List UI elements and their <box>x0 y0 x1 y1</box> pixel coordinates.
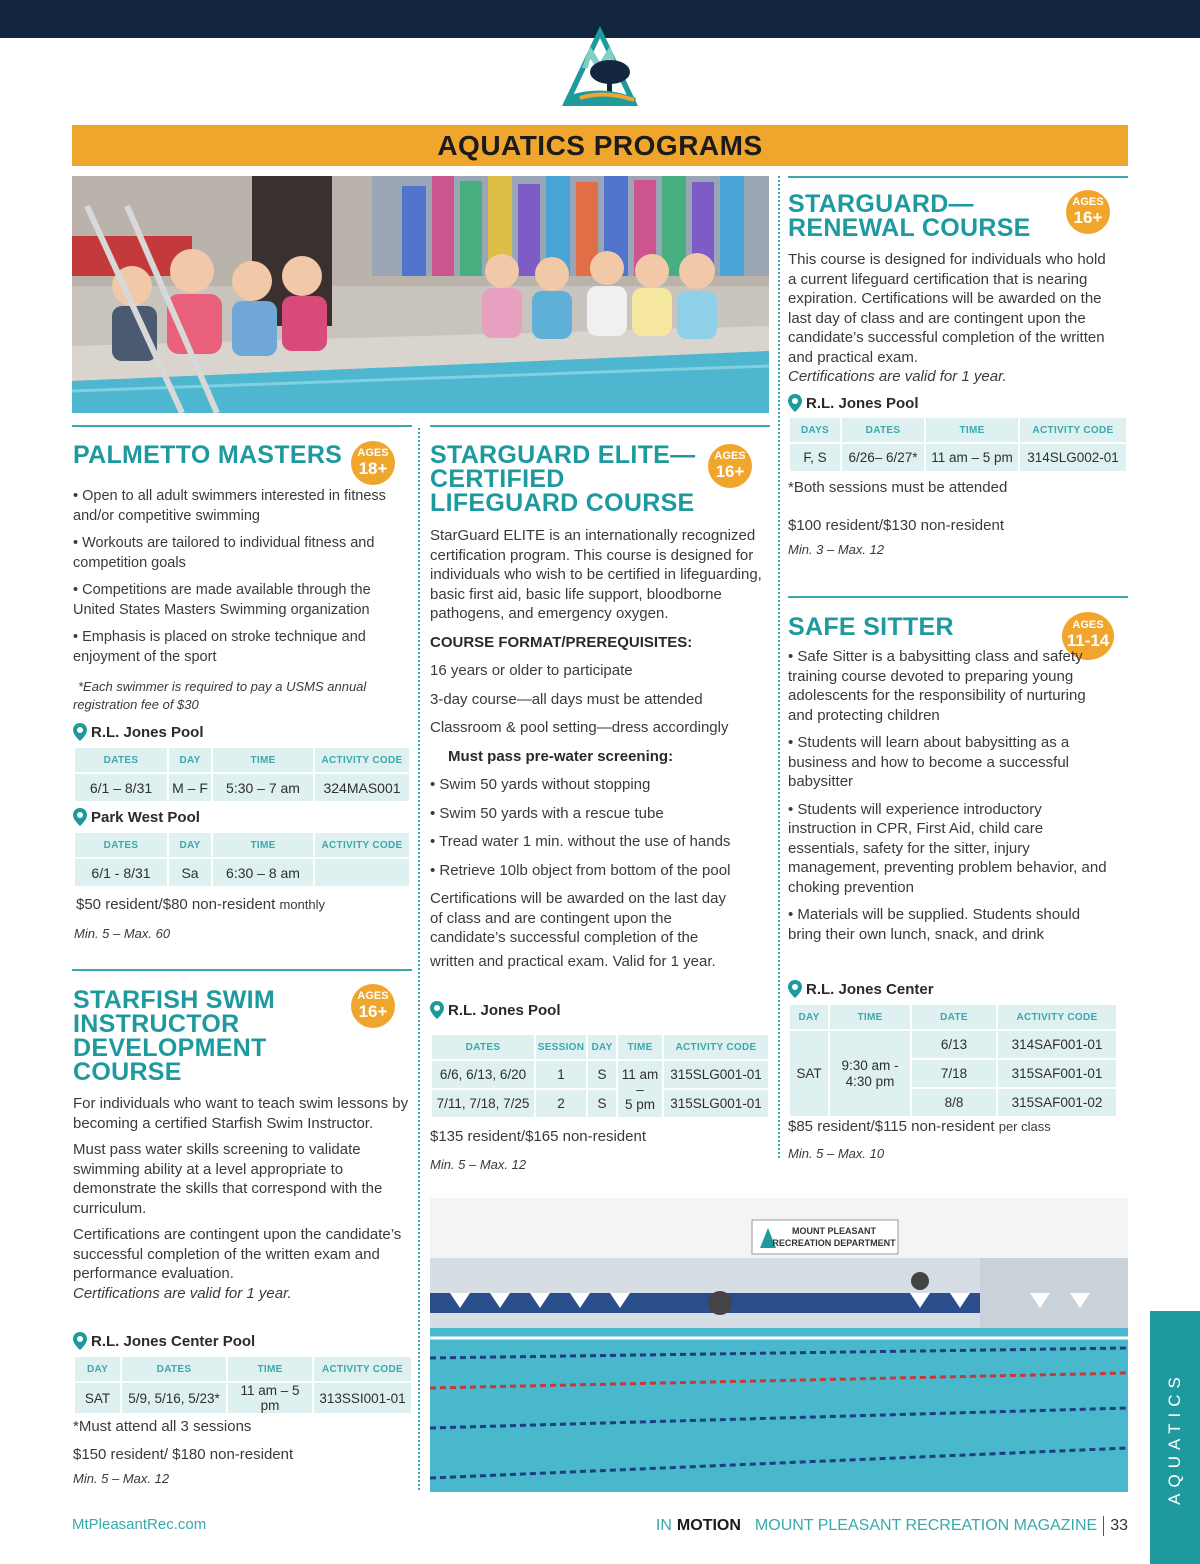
col-header: DATES <box>842 418 924 442</box>
cell: 314SLG002-01 <box>1020 444 1126 471</box>
cell: SAT <box>75 1383 120 1413</box>
cell: 315SAF001-01 <box>998 1060 1116 1087</box>
cell: S <box>588 1061 616 1088</box>
starfish-minmax: Min. 5 – Max. 12 <box>73 1471 170 1486</box>
location-name: Park West Pool <box>91 808 200 826</box>
table-row <box>432 1090 768 1117</box>
starfish-rule <box>72 969 412 971</box>
ages-label: AGES <box>1072 196 1104 208</box>
elite-title <box>430 443 695 515</box>
screening-title: Must pass pre-water screening: <box>448 747 674 765</box>
palmetto-minmax: Min. 5 – Max. 60 <box>74 926 171 941</box>
col-header: DAY <box>75 1357 120 1381</box>
col-header: TIME <box>213 833 313 857</box>
col-header: ACTIVITY CODE <box>315 833 409 857</box>
cell: 8/8 <box>912 1089 996 1116</box>
bullet: • Workouts are tailored to individual fitness and competition goals <box>73 535 375 571</box>
sitter-price <box>788 1117 1051 1137</box>
col-header: TIME <box>926 418 1018 442</box>
paragraph: This course is designed for individuals who hold a current lifeguard certification that is nearing expiration. Certifications will be awarded on the last day of class and are contingent upon the candidate’s successful completion of the written and practical exam. <box>788 251 1106 366</box>
indoor-pool-photo <box>430 1198 1128 1492</box>
format-title: COURSE FORMAT/PREREQUISITES: <box>430 633 693 651</box>
palmetto-price <box>76 895 325 915</box>
certification-text: Certifications will be awarded on the last day of class and are contingent upon the candidate’s successful completion of the <box>430 890 726 946</box>
footer-motion: MOTION <box>676 1517 741 1534</box>
starfish-ages-badge <box>351 984 395 1028</box>
ages-value: 16+ <box>358 1002 388 1021</box>
kids-poolside-photo <box>72 176 769 413</box>
screening-item: • Swim 50 yards with a rescue tube <box>430 804 664 822</box>
cell: 9:30 am - 4:30 pm <box>830 1031 910 1116</box>
recreation-logo <box>560 24 640 108</box>
sitter-body <box>788 647 1113 944</box>
palmetto-title: PALMETTO MASTERS <box>73 441 343 469</box>
pool-sign-line-1: MOUNT PLEASANT <box>792 1226 876 1236</box>
palmetto-location-1 <box>73 721 204 743</box>
paragraph-italic: Certifications are valid for 1 year. <box>73 1284 292 1302</box>
ages-label: AGES <box>357 447 389 459</box>
website-link[interactable]: MtPleasantRec.com <box>72 1516 207 1533</box>
cell: 2 <box>536 1090 586 1117</box>
price: $50 resident/$80 non-resident <box>76 896 276 913</box>
cell: 7/11, 7/18, 7/25 <box>432 1090 534 1117</box>
col-header: TIME <box>228 1357 312 1381</box>
title-line: STARFISH SWIM <box>73 986 276 1014</box>
cell: 6/26– 6/27* <box>842 444 924 471</box>
col-header: ACTIVITY CODE <box>1020 418 1126 442</box>
starfish-body <box>73 1094 413 1303</box>
sitter-rule <box>788 596 1128 598</box>
col-header: TIME <box>618 1035 662 1059</box>
location-pin-icon <box>73 808 87 826</box>
paragraph: Must pass water skills screening to validate swimming ability at a level appropriate to demonstrate the skills that correspond with the curriculum. <box>73 1141 383 1217</box>
cell: SAT <box>790 1031 828 1116</box>
cell: 315SAF001-02 <box>998 1089 1116 1116</box>
ages-value: 11-14 <box>1066 631 1110 650</box>
sitter-location <box>788 978 934 1000</box>
elite-body <box>430 526 770 971</box>
elite-price: $135 resident/$165 non-resident <box>430 1128 646 1145</box>
section-title: AQUATICS PROGRAMS <box>437 129 763 161</box>
renewal-body <box>788 250 1118 387</box>
ages-label: AGES <box>714 450 746 462</box>
sitter-table <box>788 1003 1118 1118</box>
palmetto-rule <box>72 425 412 427</box>
starfish-price: $150 resident/ $180 non-resident <box>73 1446 294 1463</box>
time-cell <box>618 1061 662 1117</box>
time-dash: – <box>636 1081 644 1097</box>
title-line: RENEWAL COURSE <box>788 214 1031 242</box>
renewal-location <box>788 392 919 414</box>
intro: StarGuard ELITE is an internationally recognized certification program. This course is designed for individuals who wish to be certified in lifeguarding, basic first aid, basic life support, bloodborne pathogens, and emergency oxygen. <box>430 527 762 622</box>
starfish-table <box>73 1355 413 1415</box>
paragraph: For individuals who want to teach swim lessons by becoming a certified Starfish Swim Instructor. <box>73 1095 409 1132</box>
col-header: DATE <box>912 1005 996 1029</box>
bullet: • Materials will be supplied. Students should bring their own lunch, snack, and drink <box>788 906 1081 943</box>
ages-value: 16+ <box>715 462 745 481</box>
cell: S <box>588 1090 616 1117</box>
title-line: STARGUARD— <box>788 190 974 218</box>
paragraph: Certifications are contingent upon the candidate’s successful completion of the written exam and performance evaluation. <box>73 1226 402 1282</box>
sitter-minmax: Min. 5 – Max. 10 <box>788 1146 885 1161</box>
elite-location <box>430 999 561 1021</box>
section-banner <box>72 125 1128 166</box>
renewal-note: *Both sessions must be attended <box>788 479 1008 496</box>
location-pin-icon <box>788 980 802 998</box>
cell: 1 <box>536 1061 586 1088</box>
starfish-title <box>73 988 275 1084</box>
footer-in: IN <box>655 1517 672 1534</box>
ages-value: 16+ <box>1073 208 1103 227</box>
renewal-price: $100 resident/$130 non-resident <box>788 517 1004 534</box>
col-header: ACTIVITY CODE <box>315 748 409 772</box>
col-header: DATES <box>432 1035 534 1059</box>
col-header: SESSION <box>536 1035 586 1059</box>
location-name: R.L. Jones Center <box>806 980 934 998</box>
location-pin-icon <box>430 1001 444 1019</box>
elite-minmax: Min. 5 – Max. 12 <box>430 1157 527 1172</box>
location-name: R.L. Jones Pool <box>91 723 204 741</box>
elite-table <box>430 1033 770 1119</box>
cell: Sa <box>169 859 211 886</box>
time-start: 11 am <box>621 1066 659 1082</box>
table-row <box>75 859 409 886</box>
certification-text-2: written and practical exam. Valid for 1 year. <box>430 952 716 970</box>
price-suffix: monthly <box>279 897 326 912</box>
location-name: R.L. Jones Pool <box>448 1001 561 1019</box>
cell: 7/18 <box>912 1060 996 1087</box>
bullet: • Emphasis is placed on stroke technique and enjoyment of the sport <box>73 629 366 665</box>
col-header: DAY <box>588 1035 616 1059</box>
bullet: • Competitions are made available through the United States Masters Swimming organization <box>73 582 371 618</box>
renewal-table <box>788 416 1128 473</box>
pool-sign-line-2: RECREATION DEPARTMENT <box>772 1238 896 1248</box>
location-pin-icon <box>73 723 87 741</box>
col-header: TIME <box>213 748 313 772</box>
format-item: 3-day course—all days must be attended <box>430 690 703 708</box>
price: $85 resident/$115 non-resident <box>788 1118 995 1135</box>
elite-rule <box>430 425 770 427</box>
col-header: ACTIVITY CODE <box>998 1005 1116 1029</box>
renewal-minmax: Min. 3 – Max. 12 <box>788 542 885 557</box>
location-name: R.L. Jones Center Pool <box>91 1332 256 1350</box>
section-side-tab <box>1150 1311 1200 1564</box>
cell: 6/1 - 8/31 <box>75 859 167 886</box>
ages-label: AGES <box>1072 619 1104 631</box>
side-tab-label: AQUATICS <box>1165 1371 1184 1505</box>
cell: 6:30 – 8 am <box>213 859 313 886</box>
title-line: INSTRUCTOR <box>73 1010 240 1038</box>
starfish-location <box>73 1330 255 1352</box>
cell: 5:30 – 7 am <box>213 774 313 801</box>
palmetto-ages-badge <box>351 441 395 485</box>
starfish-note: *Must attend all 3 sessions <box>73 1418 252 1435</box>
cell <box>315 859 409 886</box>
elite-ages-badge <box>708 444 752 488</box>
bullet: • Safe Sitter is a babysitting class and safety training course devoted to preparing young adolescents for the responsibility of nurturing and protecting children <box>788 648 1086 724</box>
screening-item: • Retrieve 10lb object from bottom of the pool <box>430 861 731 879</box>
table-row <box>75 1383 411 1413</box>
renewal-title <box>788 192 1031 240</box>
footer-magazine <box>656 1516 1128 1536</box>
title-line: LIFEGUARD COURSE <box>430 489 695 517</box>
col-header: TIME <box>830 1005 910 1029</box>
cell: 313SSI001-01 <box>314 1383 411 1413</box>
price-suffix: per class <box>998 1119 1051 1134</box>
footer-divider <box>1103 1516 1104 1536</box>
location-pin-icon <box>73 1332 87 1350</box>
cell: 315SLG001-01 <box>664 1090 768 1117</box>
screening-item: • Swim 50 yards without stopping <box>430 776 651 793</box>
ages-label: AGES <box>357 990 389 1002</box>
col-header: DAY <box>169 748 211 772</box>
col-header: ACTIVITY CODE <box>664 1035 768 1059</box>
screening-item: • Tread water 1 min. without the use of hands <box>430 833 731 850</box>
col-header: DATES <box>75 833 167 857</box>
cell: 314SAF001-01 <box>998 1031 1116 1058</box>
column-divider-left <box>418 428 420 1490</box>
col-header: DAY <box>169 833 211 857</box>
cell: 315SLG001-01 <box>664 1061 768 1088</box>
cell: 6/13 <box>912 1031 996 1058</box>
table-row <box>790 1031 1116 1058</box>
col-header: ACTIVITY CODE <box>314 1357 411 1381</box>
renewal-rule <box>788 176 1128 178</box>
ages-value: 18+ <box>358 459 388 478</box>
bullet: • Open to all adult swimmers interested in fitness and/or competitive swimming <box>73 488 386 524</box>
cell: 5/9, 5/16, 5/23* <box>122 1383 226 1413</box>
cell: 6/1 – 8/31 <box>75 774 167 801</box>
location-name: R.L. Jones Pool <box>806 394 919 412</box>
col-header: DAYS <box>790 418 840 442</box>
paragraph-italic: Certifications are valid for 1 year. <box>788 368 1007 385</box>
column-divider-right <box>778 176 780 1158</box>
cell: M – F <box>169 774 211 801</box>
format-item: 16 years or older to participate <box>430 662 633 679</box>
location-pin-icon <box>788 394 802 412</box>
title-line: CERTIFIED <box>430 465 565 493</box>
title-line: DEVELOPMENT <box>73 1034 267 1062</box>
renewal-ages-badge <box>1066 190 1110 234</box>
cell: 11 am – 5 pm <box>926 444 1018 471</box>
title-line: COURSE <box>73 1058 182 1086</box>
palmetto-note: *Each swimmer is required to pay a USMS annual registration fee of $30 <box>73 679 367 712</box>
page-number: 33 <box>1110 1517 1128 1534</box>
table-row <box>790 444 1126 471</box>
table-row <box>75 774 409 801</box>
table-row <box>432 1061 768 1088</box>
cell: 324MAS001 <box>315 774 409 801</box>
time-end: 5 pm <box>624 1096 655 1112</box>
bullet: • Students will experience introductory instruction in CPR, First Aid, child care essentials, safety for the sitter, injury management, preventing problem behavior, and choking prevention <box>788 800 1107 896</box>
footer-magazine-name: MOUNT PLEASANT RECREATION MAGAZINE <box>754 1517 1098 1534</box>
col-header: DATES <box>122 1357 226 1381</box>
format-item: Classroom & pool setting—dress accordingly <box>430 719 729 736</box>
palmetto-table-2 <box>73 831 411 888</box>
palmetto-table-1 <box>73 746 411 803</box>
cell: F, S <box>790 444 840 471</box>
col-header: DATES <box>75 748 167 772</box>
palmetto-bullets <box>73 487 393 667</box>
bullet: • Students will learn about babysitting as a business and how to become a successful babysitter <box>788 734 1070 790</box>
cell: 6/6, 6/13, 6/20 <box>432 1061 534 1088</box>
col-header: DAY <box>790 1005 828 1029</box>
title-line: STARGUARD ELITE— <box>430 441 696 469</box>
palmetto-location-2 <box>73 806 200 828</box>
sitter-title: SAFE SITTER <box>788 613 954 641</box>
cell: 11 am – 5 pm <box>228 1383 312 1413</box>
